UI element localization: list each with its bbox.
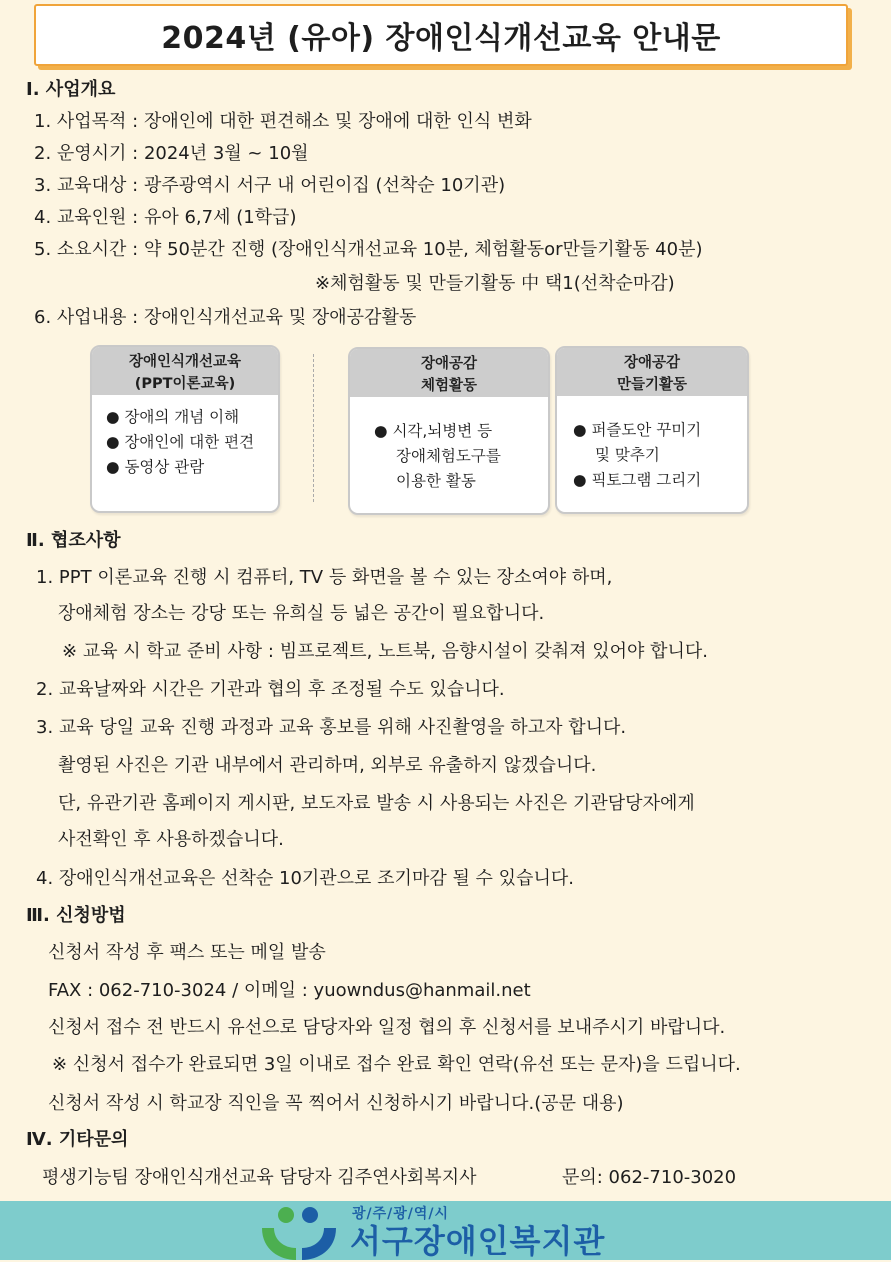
section2-line: 2. 교육날짜와 시간은 기관과 협의 후 조정될 수도 있습니다.: [36, 679, 505, 700]
activity-box-ppt-line: ● 동영상 관람: [106, 458, 205, 476]
section4-heading: Ⅳ. 기타문의: [26, 1129, 129, 1150]
section2-line: 장애체험 장소는 강당 또는 유희실 등 넓은 공간이 필요합니다.: [58, 603, 545, 624]
activity-box-ppt-subtitle: (PPT이론교육): [134, 376, 236, 392]
activity-box-experience-title: 장애공감: [420, 356, 478, 372]
activity-box-experience: [348, 347, 550, 515]
section1-item-people: 4. 교육인원 : 유아 6,7세 (1학급): [34, 207, 297, 228]
section1-item-purpose: 1. 사업목적 : 장애인에 대한 편견해소 및 장애에 대한 인식 변화: [34, 111, 532, 132]
section1-item-target: 3. 교육대상 : 광주광역시 서구 내 어린이집 (선착순 10기관): [34, 175, 506, 196]
logo-center-name: 서구장애인복지관: [350, 1222, 606, 1260]
section3-note: ※ 신청서 접수가 완료되면 3일 이내로 접수 완료 확인 연락(유선 또는 문자)을 드립니다.: [52, 1054, 741, 1075]
activity-box-ppt-line: ● 장애인에 대한 편견: [106, 433, 255, 451]
contact-person: 평생기능팀 장애인식개선교육 담당자 김주연사회복지사: [42, 1167, 477, 1188]
activity-box-experience-subtitle: 체험활동: [420, 378, 478, 394]
activity-box-ppt-title: 장애인식개선교육: [128, 354, 242, 370]
section2-line: 1. PPT 이론교육 진행 시 컴퓨터, TV 등 화면을 볼 수 있는 장소여야 하며,: [36, 567, 613, 588]
activity-box-making-line: ● 퍼즐도안 꾸미기: [573, 421, 702, 439]
document-title-box: [34, 4, 848, 66]
activity-box-making-line: 및 맞추기: [595, 446, 660, 464]
welfare-center-logo-icon: [258, 1206, 340, 1260]
activity-box-ppt-line: ● 장애의 개념 이해: [106, 408, 240, 426]
activity-box-making: [555, 346, 749, 514]
activity-box-experience-line: 장애체험도구를: [396, 447, 501, 465]
section3-line: 신청서 작성 후 팩스 또는 메일 발송: [48, 942, 326, 963]
section1-item-duration: 5. 소요시간 : 약 50분간 진행 (장애인식개선교육 10분, 체험활동or만들기활동 40분): [34, 239, 703, 260]
section1-item-content: 6. 사업내용 : 장애인식개선교육 및 장애공감활동: [34, 307, 417, 328]
logo-city-text: 광/주/광/역/시: [352, 1206, 450, 1222]
section3-heading: Ⅲ. 신청방법: [26, 905, 126, 926]
section2-line: 3. 교육 당일 교육 진행 과정과 교육 홍보를 위해 사진촬영을 하고자 합니다.: [36, 717, 627, 738]
section2-line: 4. 장애인식개선교육은 선착순 10기관으로 조기마감 될 수 있습니다.: [36, 868, 574, 889]
section1-heading: Ⅰ. 사업개요: [26, 79, 116, 100]
section1-item-note: ※체험활동 및 만들기활동 中 택1(선착순마감): [315, 273, 675, 294]
section1-item-period: 2. 운영시기 : 2024년 3월 ~ 10월: [34, 143, 309, 164]
section3-contact-line: FAX : 062-710-3024 / 이메일 : yuowndus@hanmail.net: [48, 980, 531, 1001]
activity-box-making-line: ● 픽토그램 그리기: [573, 471, 702, 489]
contact-phone: 문의: 062-710-3020: [562, 1167, 737, 1188]
section2-heading: Ⅱ. 협조사항: [26, 530, 121, 551]
section2-line: 촬영된 사진은 기관 내부에서 관리하며, 외부로 유출하지 않겠습니다.: [58, 755, 597, 776]
activity-box-making-subtitle: 만들기활동: [616, 377, 688, 393]
document-title: 2024년 (유아) 장애인식개선교육 안내문: [161, 21, 721, 56]
box-divider: [313, 354, 314, 502]
activity-box-ppt: [90, 345, 280, 513]
section2-line: 단, 유관기관 홈페이지 게시판, 보도자료 발송 시 사용되는 사진은 기관담당자에게: [58, 793, 695, 814]
activity-box-making-title: 장애공감: [623, 355, 681, 371]
section3-line: 신청서 접수 전 반드시 유선으로 담당자와 일정 협의 후 신청서를 보내주시기 바랍니다.: [48, 1017, 726, 1038]
section2-line: 사전확인 후 사용하겠습니다.: [58, 829, 284, 850]
activity-box-experience-line: 이용한 활동: [396, 472, 476, 490]
section3-line: 신청서 작성 시 학교장 직인을 꼭 찍어서 신청하시기 바랍니다.(공문 대용): [48, 1093, 624, 1114]
section2-note: ※ 교육 시 학교 준비 사항 : 빔프로젝트, 노트북, 음향시설이 갖춰져 있어야 합니다.: [62, 641, 708, 662]
activity-box-experience-line: ● 시각,뇌병변 등: [374, 422, 493, 440]
